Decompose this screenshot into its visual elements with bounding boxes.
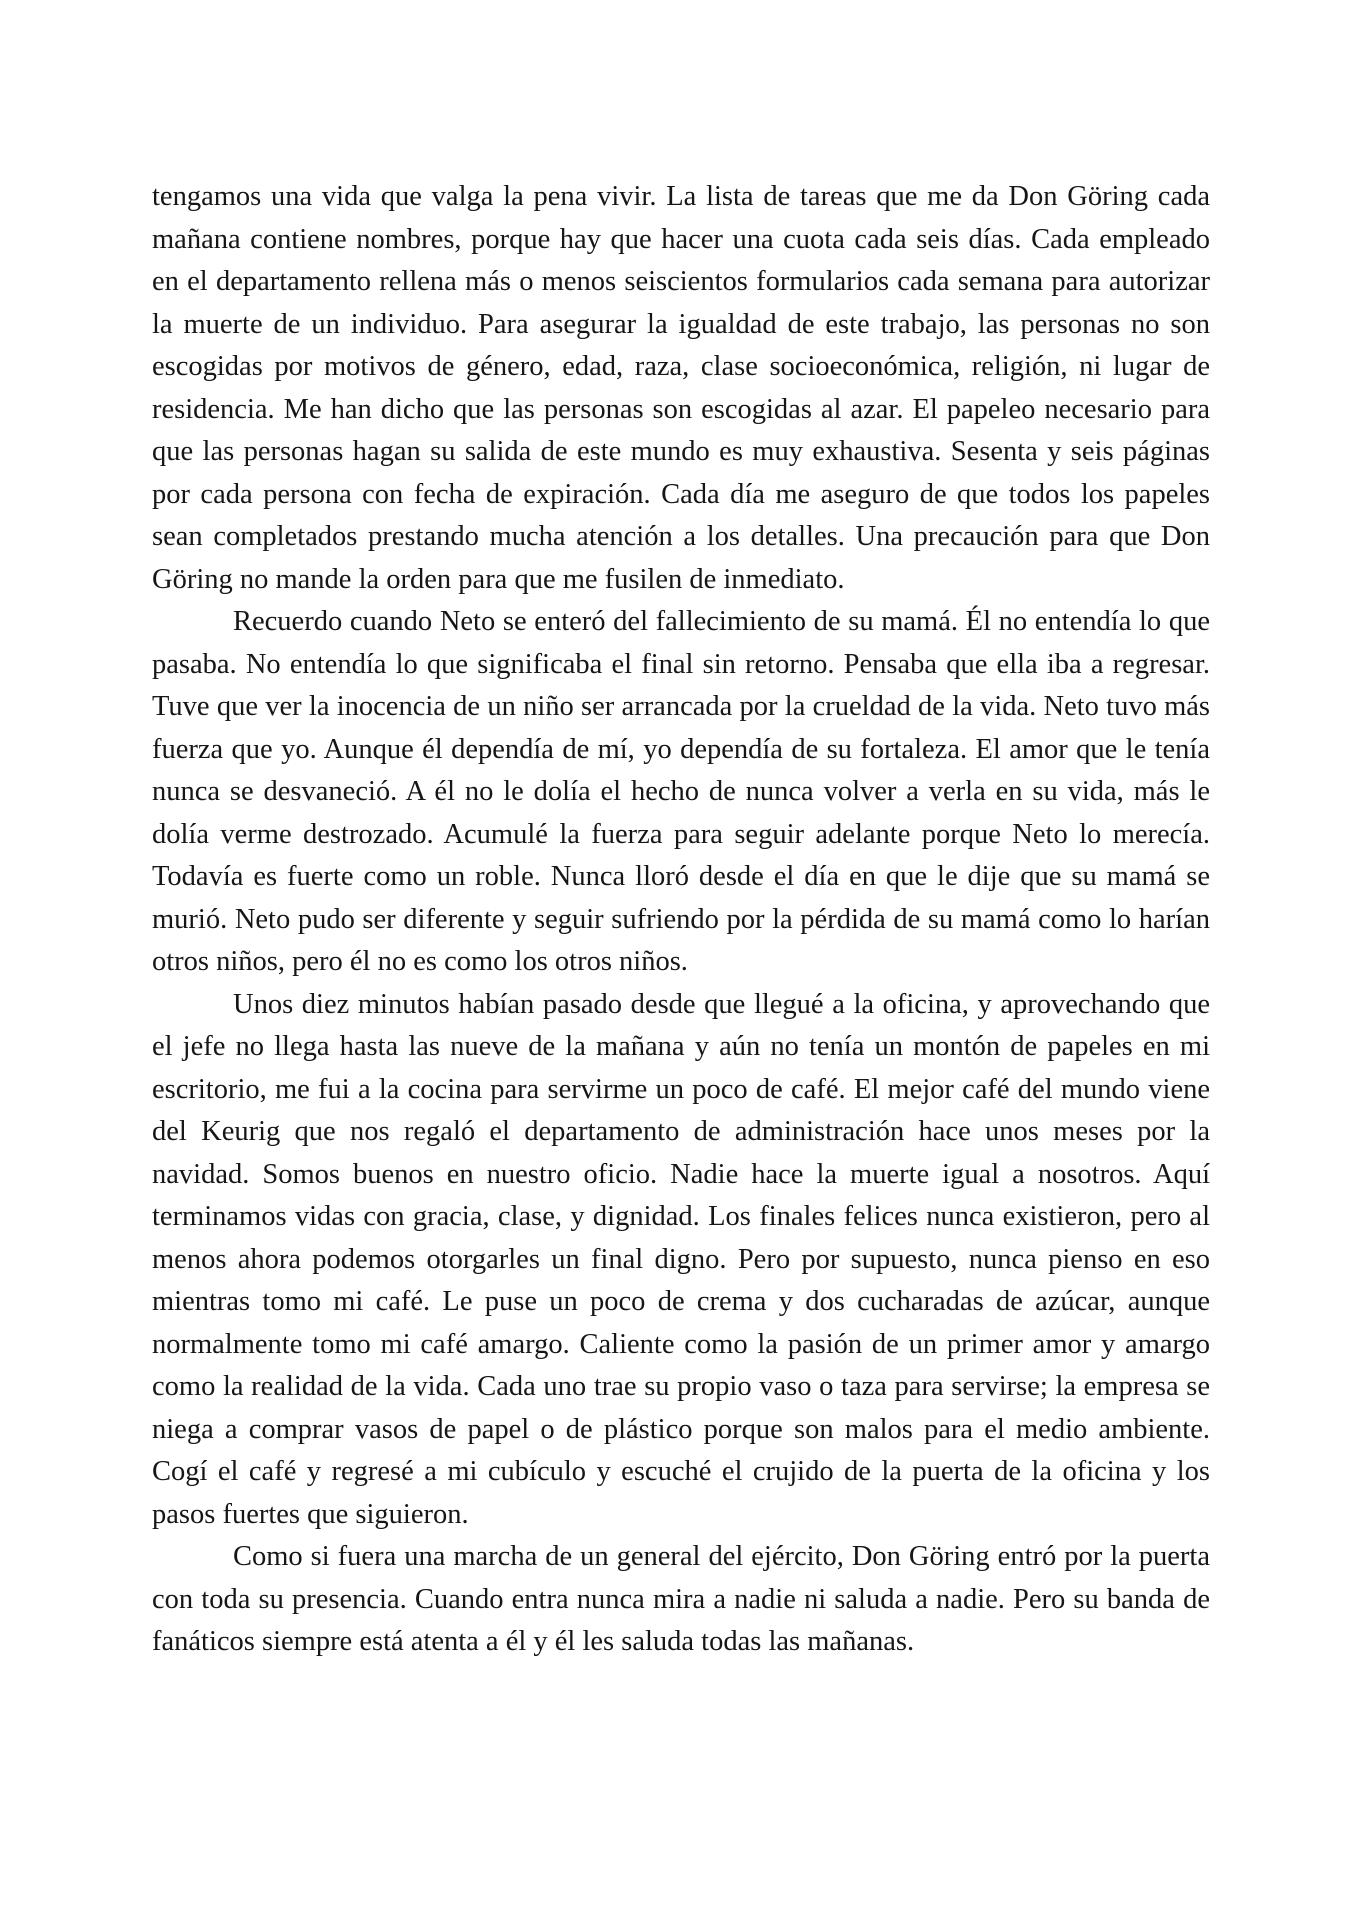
paragraph-4: Como si fuera una marcha de un general del ejército, Don Göring entró por la puerta con toda su presencia. Cuando entra nunca mira a nadie ni saluda a nadie. Pero su banda de fanáticos siempre está atenta a él y él les saluda todas las mañanas.: [152, 1541, 1210, 1657]
body-text: [152, 176, 1210, 1664]
paragraph-2: Recuerdo cuando Neto se enteró del fallecimiento de su mamá. Él no entendía lo que pasaba. No entendía lo que significaba el final sin retorno. Pensaba que ella iba a regresar. Tuve que ver la inocencia de un niño ser arrancada por la crueldad de la vida. Neto tuvo más fuerza que yo. Aunque él dependía de mí, yo dependía de su fortaleza. El amor que le tenía nunca se desvaneció. A él no le dolía el hecho de nunca volver a verla en su vida, más le dolía verme destrozado. Acumulé la fuerza para seguir adelante porque Neto lo merecía. Todavía es fuerte como un roble. Nunca lloró desde el día en que le dije que su mamá se murió. Neto pudo ser diferente y seguir sufriendo por la pérdida de su mamá como lo harían otros niños, pero él no es como los otros niños.: [152, 606, 1210, 977]
paragraph-3: Unos diez minutos habían pasado desde que llegué a la oficina, y aprovechando que el jefe no llega hasta las nueve de la mañana y aún no tenía un montón de papeles en mi escritorio, me fui a la cocina para servirme un poco de café. El mejor café del mundo viene del Keurig que nos regaló el departamento de administración hace unos meses por la navidad. Somos buenos en nuestro oficio. Nadie hace la muerte igual a nosotros. Aquí terminamos vidas con gracia, clase, y dignidad. Los finales felices nunca existieron, pero al menos ahora podemos otorgarles un final digno. Pero por supuesto, nunca pienso en eso mientras tomo mi café. Le puse un poco de crema y dos cucharadas de azúcar, aunque normalmente tomo mi café amargo. Caliente como la pasión de un primer amor y amargo como la realidad de la vida. Cada uno trae su propio vaso o taza para servirse; la empresa se niega a comprar vasos de papel o de plástico porque son malos para el medio ambiente. Cogí el café y regresé a mi cubículo y escuché el crujido de la puerta de la oficina y los pasos fuertes que siguieron.: [152, 988, 1210, 1530]
paragraph-1: tengamos una vida que valga la pena vivir. La lista de tareas que me da Don Göring cada mañana contiene nombres, porque hay que hacer una cuota cada seis días. Cada empleado en el departamento rellena más o menos seiscientos formularios cada semana para autorizar la muerte de un individuo. Para asegurar la igualdad de este trabajo, las personas no son escogidas por motivos de género, edad, raza, clase socioeconómica, religión, ni lugar de residencia. Me han dicho que las personas son escogidas al azar. El papeleo necesario para que las personas hagan su salida de este mundo es muy exhaustiva. Sesenta y seis páginas por cada persona con fecha de expiración. Cada día me aseguro de que todos los papeles sean completados prestando mucha atención a los detalles. Una precaución para que Don Göring no mande la orden para que me fusilen de inmediato.: [152, 181, 1210, 595]
